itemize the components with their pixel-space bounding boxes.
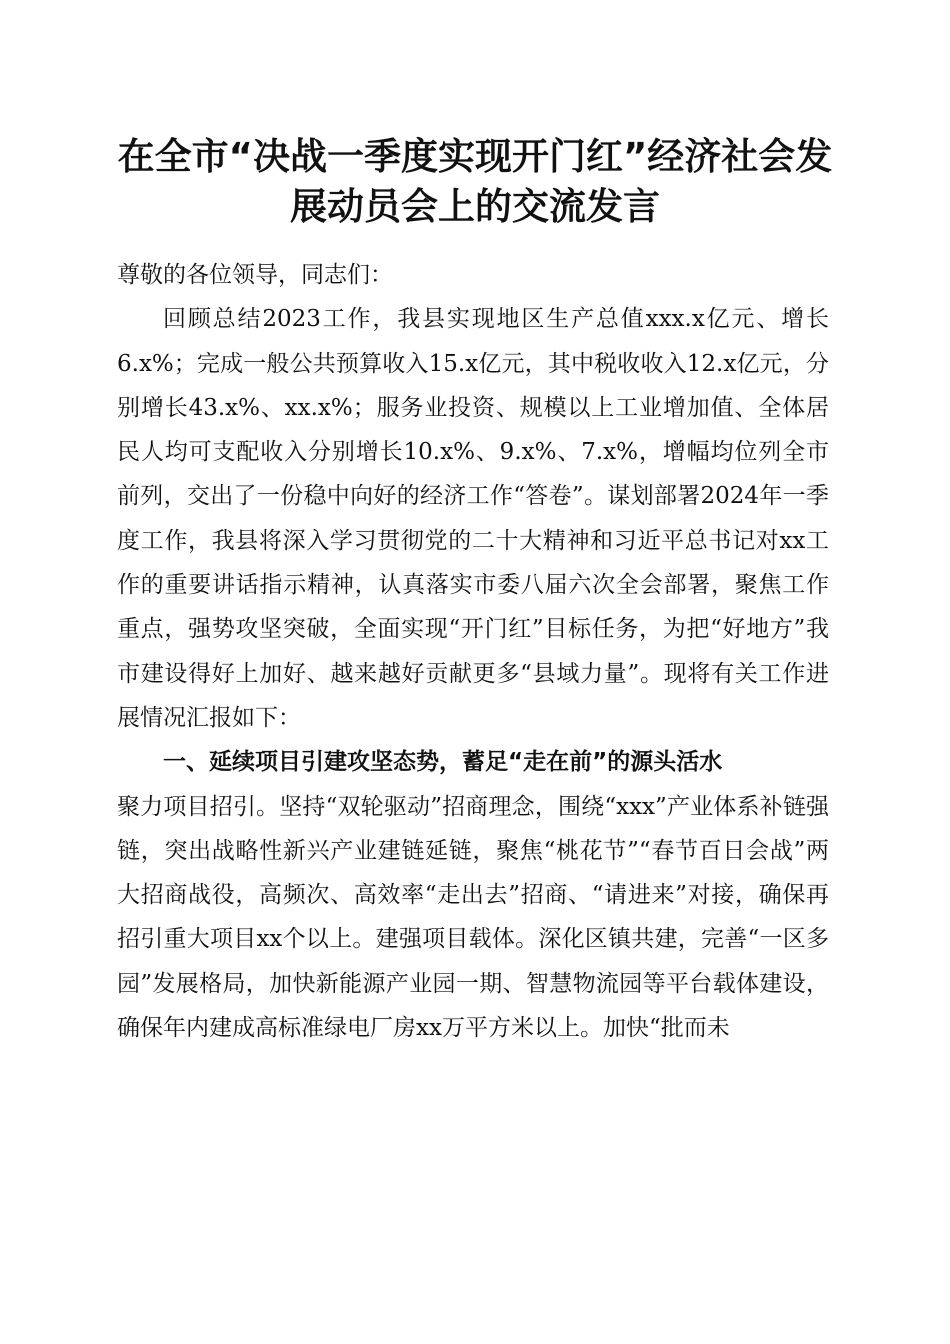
document-title [110,132,840,232]
salutation: 尊敬的各位领导，同志们： [117,262,393,288]
title-line-1: 在全市“决战一季度实现开门红”经济社会发 [117,135,833,178]
document-body [117,253,829,1050]
paragraph-projects: 聚力项目招引。坚持“双轮驱动”招商理念，围绕“xxx”产业体系补链强链，突出战略性新兴产业建链延链，聚焦“桃花节”“春节百日会战”两大招商战役，高频次、高效率“走出去”招商、“请进来”对接，确保再招引重大项目xx个以上。建强项目载体。深化区镇共建，完善“一区多园”发展格局，加快新能源产业园一期、智慧物流园等平台载体建设，确保年内建成高标准绿电厂房xx万平方米以上。加快“批而未 [117,793,829,1042]
section-heading-1: 一、延续项目引建攻坚态势，蓄足“走在前”的源头活水 [163,749,723,776]
paragraph-review: 回顾总结2023工作，我县实现地区生产总值xxx.x亿元、增长6.x%；完成一般公共预算收入15.x亿元，其中税收收入12.x亿元，分别增长43.x%、xx.x%；服务业投资、规模以上工业增加值、全体居民人均可支配收入分别增长10.x%、9.x%、7.x%，增幅均位列全市前列，交出了一份稳中向好的经济工作“答卷”。谋划部署2024年一季度工作，我县将深入学习贯彻党的二十大精神和习近平总书记对xx工作的重要讲话指示精神，认真落实市委八届六次全会部署，聚焦工作重点，强势攻坚突破，全面实现“开门红”目标任务，为把“好地方”我市建设得好上加好、越来越好贡献更多“县域力量”。现将有关工作进展情况汇报如下： [117,306,829,731]
title-line-2: 展动员会上的交流发言 [290,185,660,228]
